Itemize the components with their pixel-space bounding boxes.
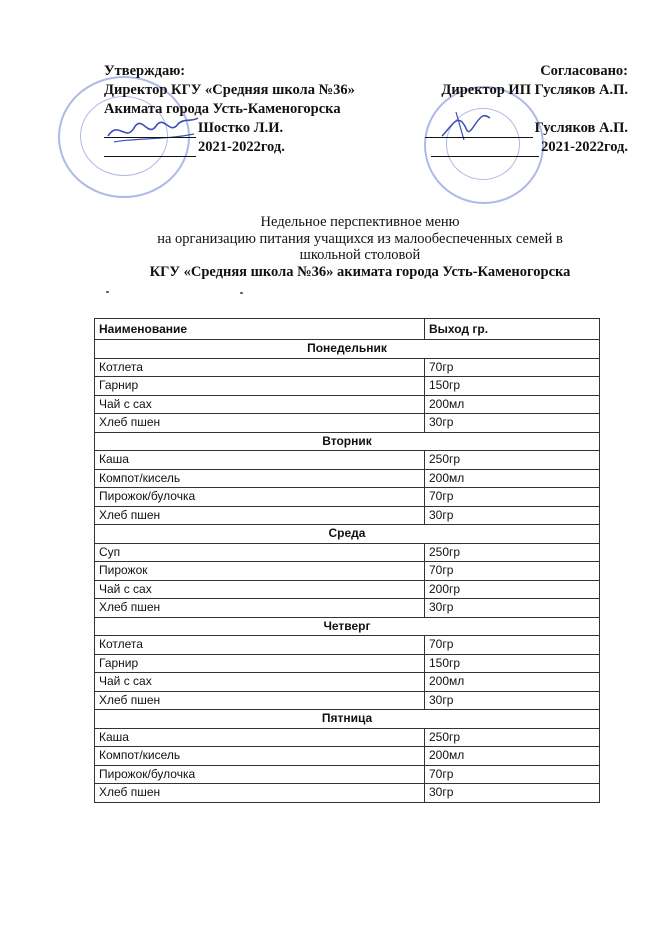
approval-organization: Акимата города Усть-Каменогорска — [104, 101, 341, 117]
signature-line — [104, 123, 196, 138]
table-row — [95, 728, 600, 747]
signature-line — [425, 123, 533, 138]
table-row — [95, 506, 600, 525]
table-row — [95, 765, 600, 784]
dish-name: Хлеб пшен — [95, 784, 425, 803]
approval-position: Директор КГУ «Средняя школа №36» — [104, 82, 355, 98]
dish-name: Пирожок/булочка — [95, 765, 425, 784]
dish-yield: 30гр — [425, 599, 600, 618]
approval-signer-line — [104, 119, 355, 138]
approval-date: 2021-2022год. — [198, 139, 285, 155]
approval-heading: Утверждаю: — [104, 63, 186, 79]
dish-name: Чай с сах — [95, 580, 425, 599]
dish-yield: 70гр — [425, 765, 600, 784]
date-line — [431, 142, 539, 157]
day-label: Понедельник — [95, 340, 600, 359]
dish-name: Чай с сах — [95, 673, 425, 692]
dish-name: Хлеб пшен — [95, 414, 425, 433]
scan-speck — [240, 292, 243, 294]
dish-name: Хлеб пшен — [95, 506, 425, 525]
dish-name: Пирожок/булочка — [95, 488, 425, 507]
approval-date: 2021-2022год. — [541, 139, 628, 155]
title-line-1: Недельное перспективное меню — [260, 214, 460, 230]
table-row — [95, 488, 600, 507]
dish-name: Хлеб пшен — [95, 691, 425, 710]
approval-date-line — [104, 138, 355, 157]
approval-date-line — [425, 138, 628, 157]
table-row — [95, 747, 600, 766]
scan-speck — [106, 291, 109, 293]
table-row — [95, 451, 600, 470]
dish-name: Гарнир — [95, 654, 425, 673]
table-row — [95, 691, 600, 710]
title-line-2: на организацию питания учащихся из малообеспеченных семей в — [157, 230, 563, 247]
day-row — [95, 710, 600, 729]
approval-block-left — [104, 62, 355, 157]
table-row — [95, 599, 600, 618]
dish-yield: 200мл — [425, 673, 600, 692]
table-row — [95, 654, 600, 673]
table-row — [95, 469, 600, 488]
table-row — [95, 358, 600, 377]
day-label: Пятница — [95, 710, 600, 729]
dish-name: Чай с сах — [95, 395, 425, 414]
approval-block-right — [425, 62, 628, 157]
table-row — [95, 377, 600, 396]
table-row — [95, 784, 600, 803]
title-line-4: КГУ «Средняя школа №36» акимата города Усть-Каменогорска — [149, 263, 571, 280]
dish-yield: 200мл — [425, 747, 600, 766]
dish-name: Каша — [95, 451, 425, 470]
dish-yield: 30гр — [425, 784, 600, 803]
dish-yield: 30гр — [425, 691, 600, 710]
dish-yield: 200гр — [425, 580, 600, 599]
dish-yield: 70гр — [425, 636, 600, 655]
dish-yield: 70гр — [425, 358, 600, 377]
dish-yield: 70гр — [425, 488, 600, 507]
dish-yield: 250гр — [425, 728, 600, 747]
approval-signer: Гусляков А.П. — [534, 120, 628, 136]
menu-table — [94, 318, 600, 803]
dish-yield: 250гр — [425, 451, 600, 470]
approval-signer: Шостко Л.И. — [198, 120, 284, 136]
dish-name: Хлеб пшен — [95, 599, 425, 618]
dish-name: Компот/кисель — [95, 469, 425, 488]
dish-yield: 200мл — [425, 395, 600, 414]
dish-yield: 150гр — [425, 377, 600, 396]
title-line-3: школьной столовой — [299, 247, 421, 263]
table-row — [95, 414, 600, 433]
table-row — [95, 673, 600, 692]
day-label: Четверг — [95, 617, 600, 636]
dish-name: Гарнир — [95, 377, 425, 396]
approval-heading: Согласовано: — [540, 63, 628, 79]
dish-yield: 150гр — [425, 654, 600, 673]
date-line — [104, 142, 196, 157]
document-title — [60, 214, 660, 280]
day-label: Среда — [95, 525, 600, 544]
column-header-name: Наименование — [95, 319, 425, 340]
dish-yield: 30гр — [425, 414, 600, 433]
table-header-row — [95, 319, 600, 340]
dish-name: Компот/кисель — [95, 747, 425, 766]
table-row — [95, 580, 600, 599]
dish-name: Каша — [95, 728, 425, 747]
table-row — [95, 562, 600, 581]
table-row — [95, 636, 600, 655]
dish-name: Котлета — [95, 358, 425, 377]
dish-name: Пирожок — [95, 562, 425, 581]
day-row — [95, 432, 600, 451]
day-row — [95, 525, 600, 544]
table-row — [95, 395, 600, 414]
dish-yield: 250гр — [425, 543, 600, 562]
day-row — [95, 340, 600, 359]
table-row — [95, 543, 600, 562]
column-header-yield: Выход гр. — [425, 319, 600, 340]
dish-name: Суп — [95, 543, 425, 562]
dish-yield: 30гр — [425, 506, 600, 525]
approval-position: Директор ИП Гусляков А.П. — [441, 82, 628, 98]
dish-name: Котлета — [95, 636, 425, 655]
day-label: Вторник — [95, 432, 600, 451]
dish-yield: 200мл — [425, 469, 600, 488]
dish-yield: 70гр — [425, 562, 600, 581]
approval-signer-line — [425, 119, 628, 138]
day-row — [95, 617, 600, 636]
